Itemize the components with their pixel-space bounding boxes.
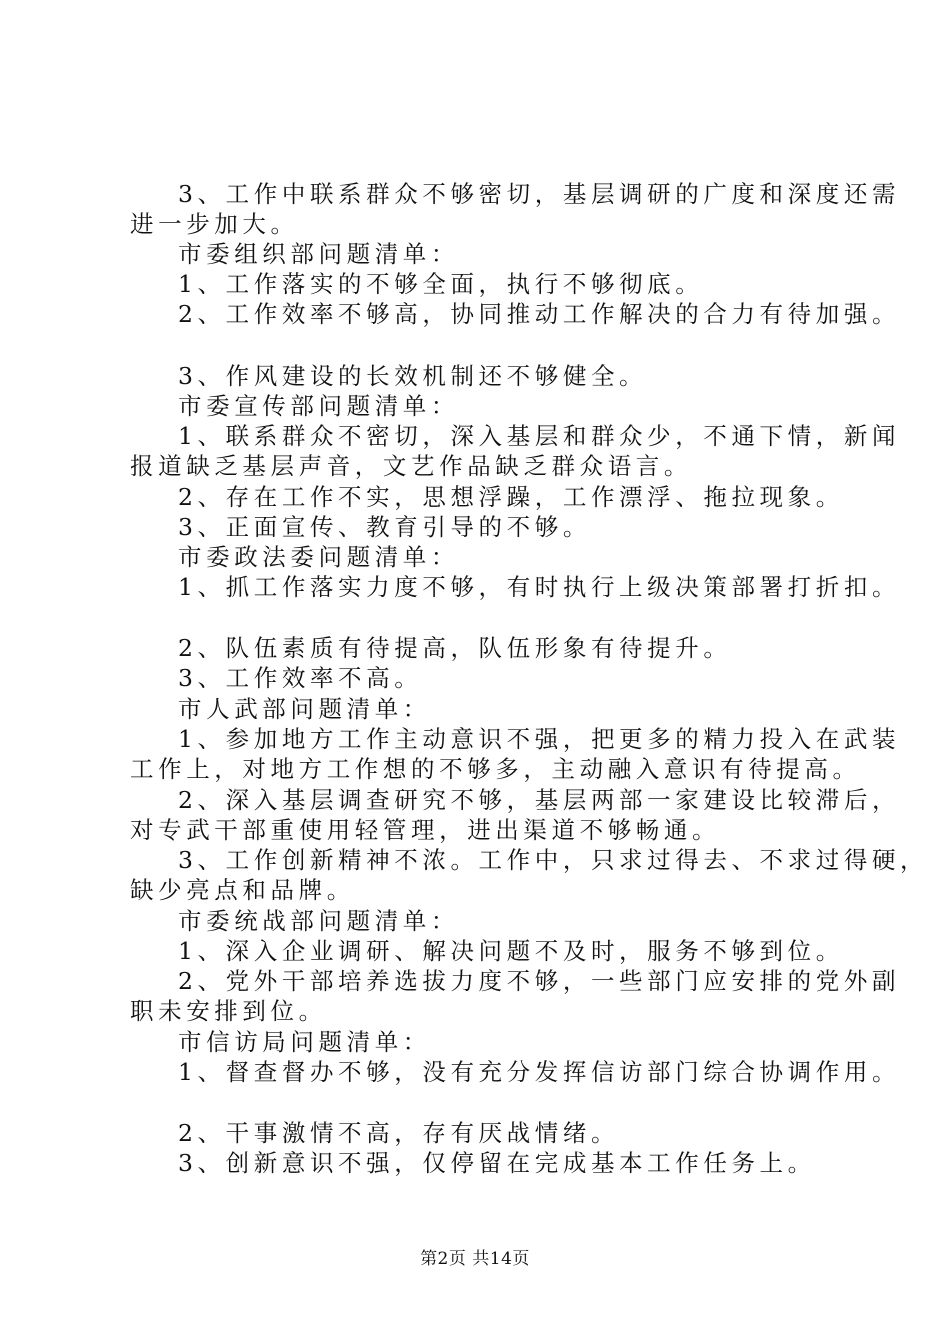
list-item: 2、深入基层调查研究不够，基层两部一家建设比较滞后， xyxy=(178,786,901,814)
section-heading: 市人武部问题清单： xyxy=(178,695,431,723)
list-item: 1、联系群众不密切，深入基层和群众少，不通下情，新闻 xyxy=(178,422,901,450)
list-item: 3、作风建设的长效机制还不够健全。 xyxy=(178,362,648,390)
text-line: 3、工作中联系群众不够密切，基层调研的广度和深度还需 xyxy=(178,180,901,208)
list-item: 2、工作效率不够高，协同推动工作解决的合力有待加强。 xyxy=(178,300,901,328)
list-item: 2、干事激情不高，存有厌战情绪。 xyxy=(178,1119,620,1147)
text-line: 对专武干部重使用轻管理，进出渠道不够畅通。 xyxy=(130,816,721,844)
list-item: 1、督查督办不够，没有充分发挥信访部门综合协调作用。 xyxy=(178,1058,901,1086)
list-item: 2、存在工作不实，思想浮躁，工作漂浮、拖拉现象。 xyxy=(178,483,844,511)
list-item: 3、正面宣传、教育引导的不够。 xyxy=(178,513,591,541)
section-heading: 市委政法委问题清单： xyxy=(178,543,459,571)
text-line: 职未安排到位。 xyxy=(130,997,327,1025)
list-item: 2、党外干部培养选拔力度不够，一些部门应安排的党外副 xyxy=(178,967,901,995)
section-heading: 市委组织部问题清单： xyxy=(178,240,459,268)
section-heading: 市委统战部问题清单： xyxy=(178,907,459,935)
list-item: 2、队伍素质有待提高，队伍形象有待提升。 xyxy=(178,634,732,662)
section-heading: 市信访局问题清单： xyxy=(178,1028,431,1056)
list-item: 1、参加地方工作主动意识不强，把更多的精力投入在武装 xyxy=(178,725,901,753)
list-item: 3、创新意识不强，仅停留在完成基本工作任务上。 xyxy=(178,1149,816,1177)
list-item: 3、工作创新精神不浓。工作中，只求过得去、不求过得硬， xyxy=(178,846,929,874)
section-heading: 市委宣传部问题清单： xyxy=(178,392,459,420)
text-line: 进一步加大。 xyxy=(130,210,299,238)
list-item: 1、抓工作落实力度不够，有时执行上级决策部署打折扣。 xyxy=(178,573,901,601)
text-line: 缺少亮点和品牌。 xyxy=(130,876,355,904)
text-line: 报道缺乏基层声音，文艺作品缺乏群众语言。 xyxy=(130,452,692,480)
list-item: 1、工作落实的不够全面，执行不够彻底。 xyxy=(178,270,704,298)
page-number-footer: 第2页 共14页 xyxy=(420,1249,530,1269)
list-item: 3、工作效率不高。 xyxy=(178,664,423,692)
text-line: 工作上，对地方工作想的不够多，主动融入意识有待提高。 xyxy=(130,755,861,783)
list-item: 1、深入企业调研、解决问题不及时，服务不够到位。 xyxy=(178,937,844,965)
